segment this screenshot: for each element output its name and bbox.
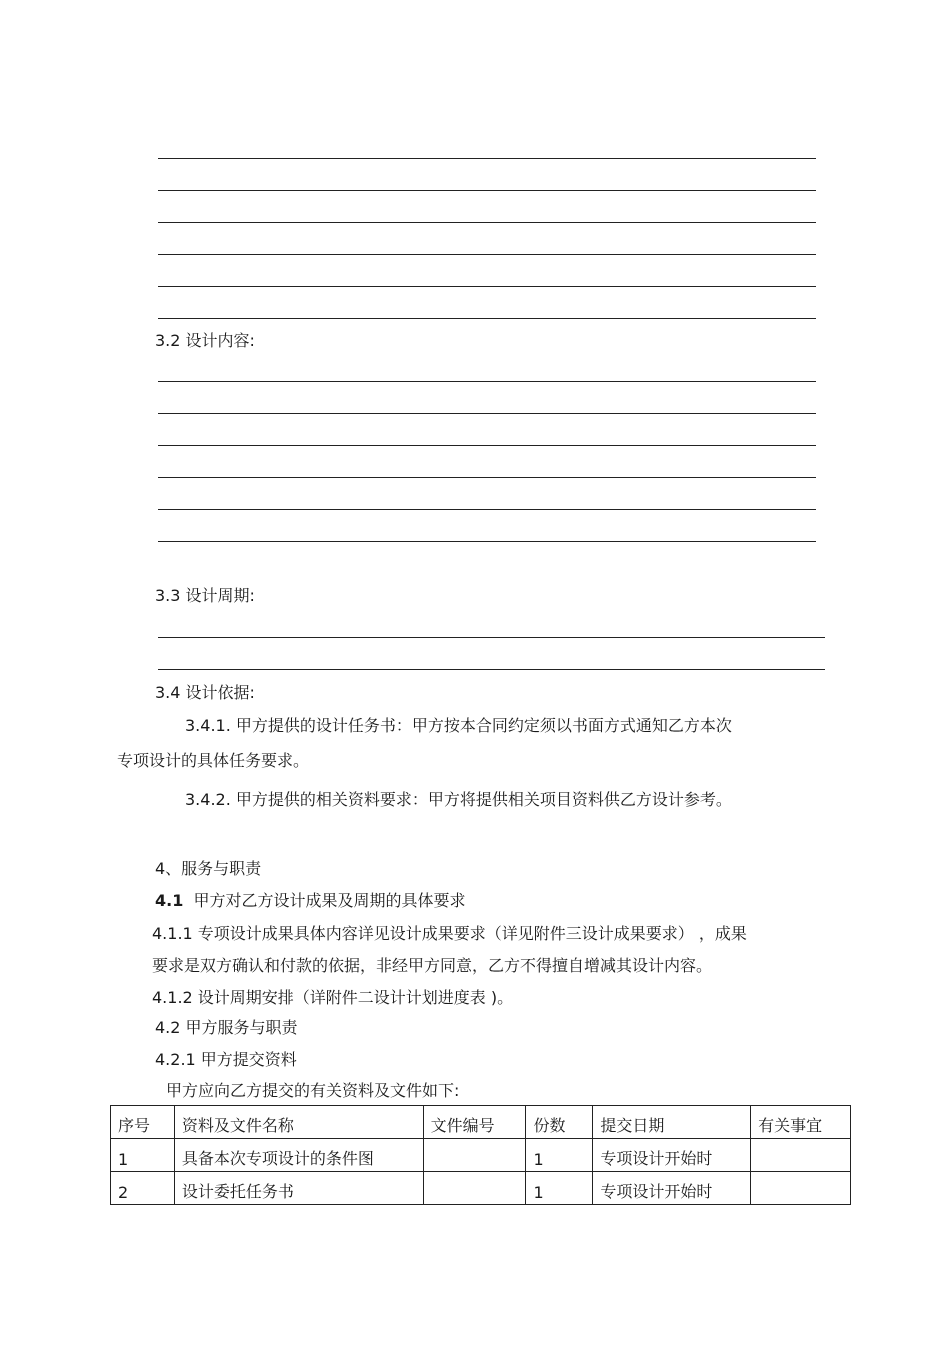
- section-3-4-2-text: 3.4.2. 甲方提供的相关资料要求：甲方将提供相关项目资料供乙方设计参考。: [185, 790, 732, 809]
- section-4-1-1-continuation: 要求是双方确认和付款的依据，非经甲方同意，乙方不得擅自增减其设计内容。: [152, 956, 713, 975]
- blank-line: [158, 413, 816, 414]
- section-4-1-number: 4.1: [155, 891, 184, 910]
- section-4-heading: 4、服务与职责: [155, 859, 262, 878]
- blank-line: [158, 541, 816, 542]
- section-4-1-title: 甲方对乙方设计成果及周期的具体要求: [193, 891, 466, 910]
- table-cell: [423, 1172, 526, 1205]
- blank-line: [158, 509, 816, 510]
- table-row: [111, 1139, 851, 1172]
- section-3-3-heading: 3.3 设计周期:: [155, 586, 255, 605]
- table-cell: [751, 1172, 851, 1205]
- section-4-1-1-text: 4.1.1 专项设计成果具体内容详见设计成果要求（详见附件三设计成果要求） ，成果: [152, 924, 747, 943]
- table-intro: 甲方应向乙方提交的有关资料及文件如下:: [166, 1081, 460, 1100]
- header-cell: 文件编号: [423, 1106, 526, 1139]
- section-3-4-1-text: 3.4.1. 甲方提供的设计任务书：甲方按本合同约定须以书面方式通知乙方本次: [185, 716, 732, 735]
- table-header-row: [111, 1106, 851, 1139]
- table-cell: 具备本次专项设计的条件图: [174, 1139, 423, 1172]
- table-cell: 1: [526, 1139, 593, 1172]
- table-cell: 专项设计开始时: [593, 1139, 751, 1172]
- blank-line: [158, 637, 825, 638]
- table-cell: [751, 1139, 851, 1172]
- header-cell: 提交日期: [593, 1106, 751, 1139]
- table-cell: [423, 1139, 526, 1172]
- table-cell: 2: [111, 1172, 175, 1205]
- blank-line: [158, 318, 816, 319]
- header-cell: 份数: [526, 1106, 593, 1139]
- table-cell: 1: [526, 1172, 593, 1205]
- section-4-1-2-text: 4.1.2 设计周期安排（详附件二设计计划进度表 )。: [152, 988, 514, 1007]
- section-3-4-heading: 3.4 设计依据:: [155, 683, 255, 702]
- documents-table: [110, 1105, 851, 1205]
- header-cell: 资料及文件名称: [174, 1106, 423, 1139]
- table-cell: 设计委托任务书: [174, 1172, 423, 1205]
- section-3-4-1-continuation: 专项设计的具体任务要求。: [117, 751, 310, 770]
- blank-line: [158, 222, 816, 223]
- blank-line: [158, 477, 816, 478]
- section-4-2-1-heading: 4.2.1 甲方提交资料: [155, 1050, 297, 1069]
- table-cell: 1: [111, 1139, 175, 1172]
- blank-line: [158, 190, 816, 191]
- blank-line: [158, 158, 816, 159]
- table-cell: 专项设计开始时: [593, 1172, 751, 1205]
- section-4-1-heading: [155, 891, 466, 911]
- blank-line: [158, 254, 816, 255]
- blank-line: [158, 381, 816, 382]
- blank-line: [158, 669, 825, 670]
- blank-line: [158, 286, 816, 287]
- header-cell: 有关事宜: [751, 1106, 851, 1139]
- section-4-2-heading: 4.2 甲方服务与职责: [155, 1018, 298, 1037]
- blank-line: [158, 445, 816, 446]
- header-cell: 序号: [111, 1106, 175, 1139]
- table-row: [111, 1172, 851, 1205]
- section-3-2-heading: 3.2 设计内容:: [155, 331, 255, 350]
